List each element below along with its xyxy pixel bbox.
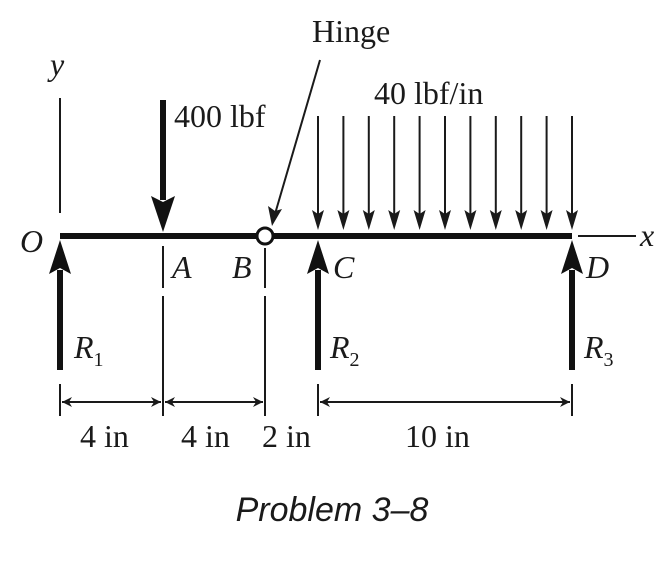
reaction-label-r3: $R_3$: [584, 329, 614, 371]
point-c-label: C: [333, 249, 355, 285]
distributed-load-arrows: [312, 116, 578, 230]
reaction-arrow-r1: [49, 240, 71, 370]
dim-label-cd: 10 in: [405, 418, 470, 454]
y-axis-label: y: [50, 46, 65, 82]
reaction-label-r1: $R_1$: [74, 329, 104, 371]
x-axis-label: x: [640, 217, 655, 253]
reaction-arrow-r3: [561, 240, 583, 370]
distributed-load-label: 40 lbf/in: [374, 75, 484, 111]
dim-label-bc: 2 in: [262, 418, 311, 454]
point-load-arrowhead: [151, 196, 175, 232]
point-o-label: O: [20, 223, 44, 259]
hinge-circle: [257, 228, 273, 244]
hinge-leader-arrowhead: [268, 206, 282, 226]
reaction-arrow-r2: [307, 240, 329, 370]
hinge-label: Hinge: [312, 13, 391, 49]
caption: Problem 3–8: [235, 491, 429, 529]
dim-label-oa: 4 in: [80, 418, 129, 454]
point-load-label: 400 lbf: [174, 98, 266, 134]
hinge-leader: [275, 60, 320, 214]
point-d-label: D: [586, 249, 610, 285]
point-b-label: B: [232, 249, 252, 285]
dim-label-ab: 4 in: [181, 418, 230, 454]
point-a-label: A: [172, 249, 192, 285]
reaction-label-r2: $R_2$: [330, 329, 360, 371]
